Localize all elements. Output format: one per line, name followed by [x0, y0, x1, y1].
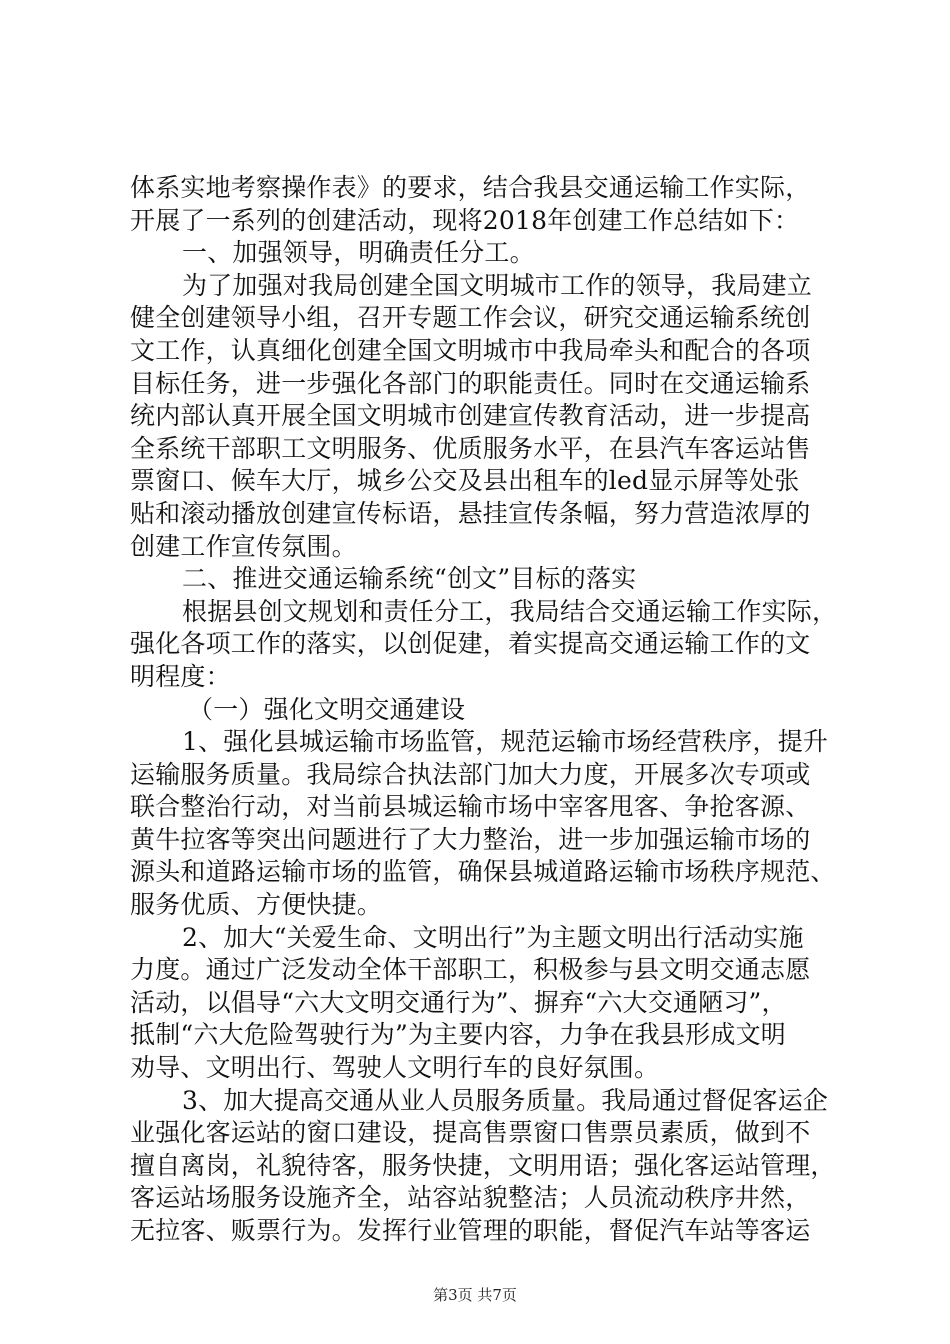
text-line: 健全创建领导小组，召开专题工作会议，研究交通运输系统创 [130, 303, 811, 333]
text-line: 黄牛拉客等突出问题进行了大力整治，进一步加强运输市场的 [130, 824, 811, 854]
text-line: 体系实地考察操作表》的要求，结合我县交通运输工作实际， [130, 173, 811, 202]
text-line: 全系统干部职工文明服务、优质服务水平，在县汽车客运站售 [130, 433, 811, 463]
subsection-heading: （一）强化文明交通建设 [188, 694, 466, 724]
text-line: 文工作，认真细化创建全国文明城市中我局牵头和配合的各项 [130, 335, 811, 365]
text-line: 劝导、文明出行、驾驶人文明行车的良好氛围。 [130, 1053, 660, 1083]
text-line: 贴和滚动播放创建宣传标语，悬挂宣传条幅，努力营造浓厚的 [130, 498, 811, 528]
text-line: 开展了一系列的创建活动，现将2018年创建工作总结如下： [130, 205, 800, 235]
text-line: 抵制“六大危险驾驶行为”为主要内容，力争在我县形成文明 [130, 1020, 786, 1050]
text-line: 明程度： [130, 661, 231, 691]
text-line: 2、加大“关爱生命、文明出行”为主题文明出行活动实施 [182, 922, 804, 952]
text-line: 联合整治行动，对当前县城运输市场中宰客甩客、争抢客源、 [130, 792, 811, 822]
text-line: 服务优质、方便快捷。 [130, 890, 383, 920]
text-line: 无拉客、贩票行为。发挥行业管理的职能，督促汽车站等客运 [130, 1216, 811, 1245]
text-line: 运输服务质量。我局综合执法部门加大力度，开展多次专项或 [130, 759, 811, 789]
text-line: 强化各项工作的落实，以创促建，着实提高交通运输工作的文 [130, 629, 811, 659]
text-line: 为了加强对我局创建全国文明城市工作的领导，我局建立 [182, 270, 813, 300]
text-line: 客运站场服务设施齐全，站容站貌整洁；人员流动秩序井然， [130, 1183, 811, 1213]
text-line: 创建工作宣传氛围。 [130, 531, 357, 561]
section-heading: 二、推进交通运输系统“创文”目标的落实 [182, 564, 637, 594]
text-line: 根据县创文规划和责任分工，我局结合交通运输工作实际， [182, 596, 838, 626]
text-line: 票窗口、候车大厅，城乡公交及县出租车的led显示屏等处张 [130, 466, 800, 496]
text-line: 源头和道路运输市场的监管，确保县城道路运输市场秩序规范、 [130, 857, 836, 887]
text-line: 3、加大提高交通从业人员服务质量。我局通过督促客运企 [182, 1085, 829, 1115]
text-line: 1、强化县城运输市场监管，规范运输市场经营秩序，提升 [182, 727, 829, 757]
text-line: 目标任务，进一步强化各部门的职能责任。同时在交通运输系 [130, 368, 811, 398]
text-line: 业强化客运站的窗口建设，提高售票窗口售票员素质，做到不 [130, 1118, 811, 1148]
text-line: 统内部认真开展全国文明城市创建宣传教育活动，进一步提高 [130, 401, 811, 431]
document-body [130, 172, 838, 1248]
page-number-footer: 第3页 共7页 [433, 1286, 517, 1304]
text-line: 活动，以倡导“六大文明交通行为”、摒弃“六大交通陋习”， [130, 987, 787, 1017]
text-line: 力度。通过广泛发动全体干部职工，积极参与县文明交通志愿 [130, 955, 811, 985]
text-line: 擅自离岗，礼貌待客，服务快捷，文明用语；强化客运站管理， [130, 1150, 836, 1180]
section-heading: 一、加强领导，明确责任分工。 [182, 238, 535, 268]
